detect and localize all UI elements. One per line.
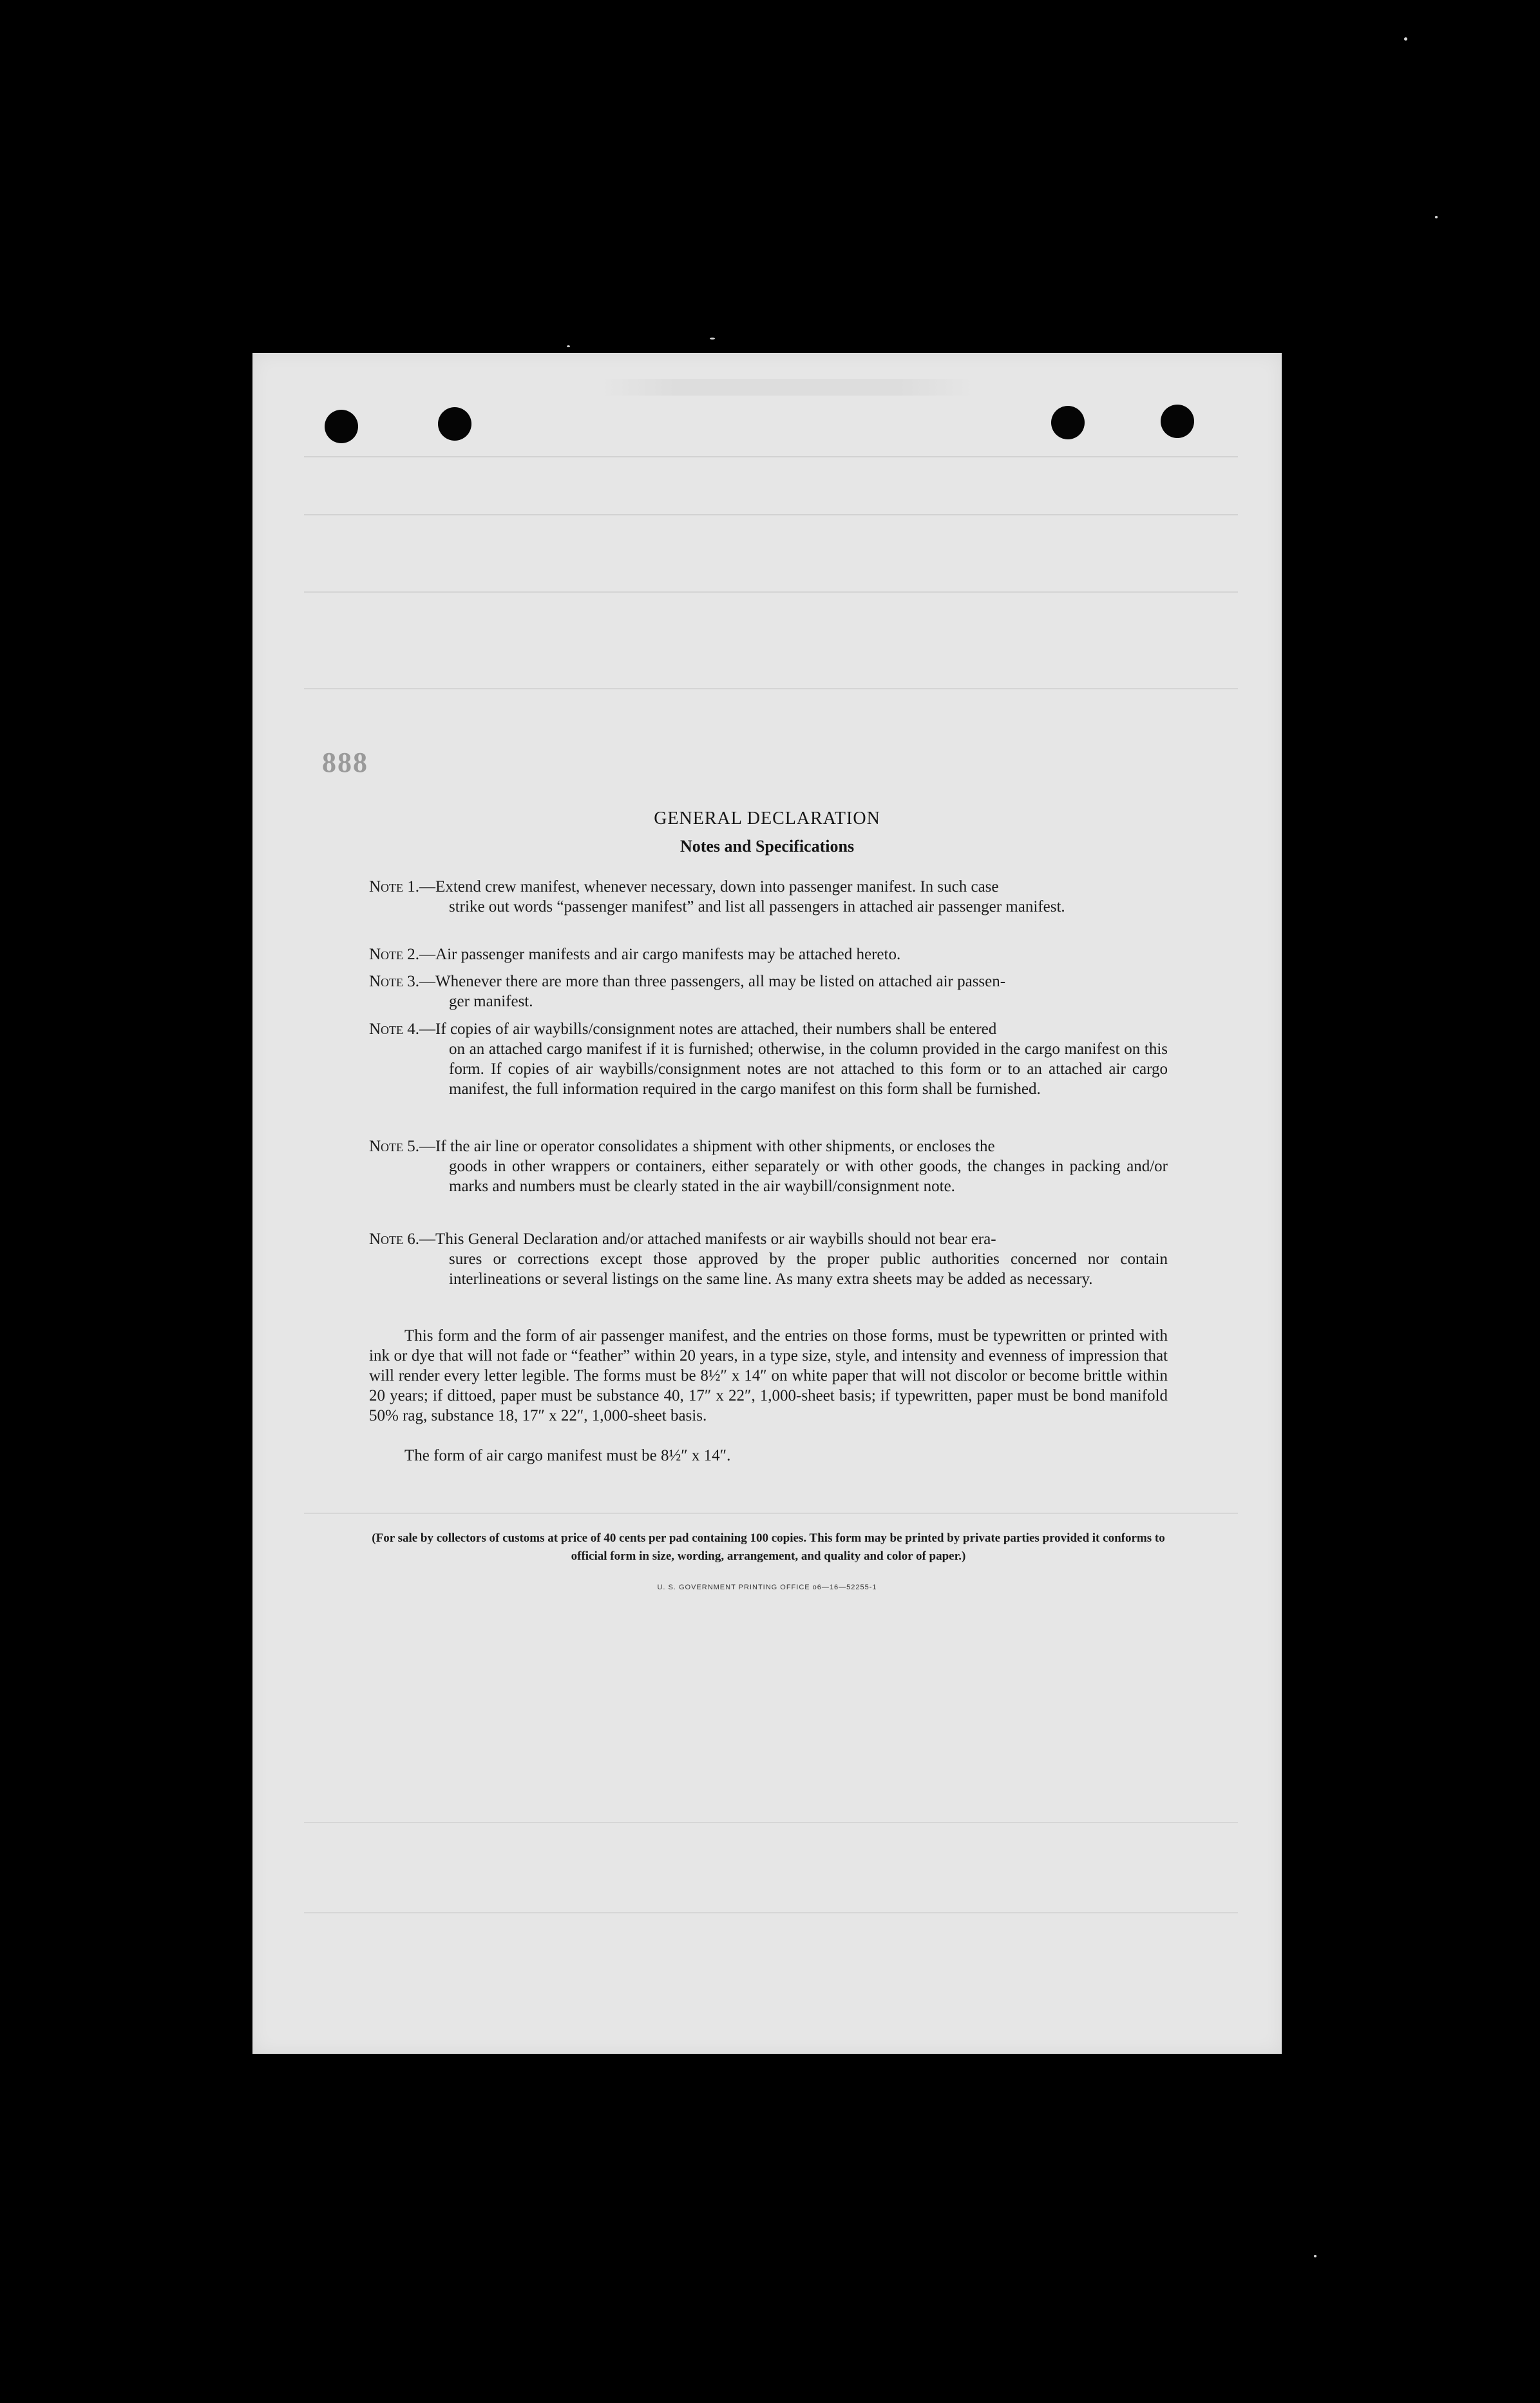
document-page <box>252 353 1282 2054</box>
specification-paragraph: This form and the form of air passenger manifest, and the entries on those forms, must be typewritten or printed with ink or dye that will not fade or “feather” within 20 years, in a type size, style, and intensity and evenness of impression that will render every letter legible. The forms must be 8½″ x 14″ on white paper that will not discolor or become brittle within 20 years; if dittoed, paper must be substance 40, 17″ x 22″, 1,000-sheet basis; if typewritten, paper must be bond manifold 50% rag, substance 18, 17″ x 22″, 1,000-sheet basis. <box>369 1327 1168 1424</box>
page-subtitle: Notes and Specifications <box>680 837 855 856</box>
dust-speck <box>1314 2255 1317 2257</box>
bleed-through-line <box>304 514 1238 515</box>
bleed-through-line <box>304 1822 1238 1823</box>
note-3 <box>369 972 1168 1011</box>
note-6 <box>369 1229 1168 1289</box>
bleed-through-line <box>304 591 1238 593</box>
note-label: Note 1. <box>369 878 420 895</box>
note-5 <box>369 1136 1168 1196</box>
note-text: —If copies of air waybills/consignment notes are attached, their numbers shall be entered <box>419 1020 997 1038</box>
bleed-through-line <box>304 1513 1238 1514</box>
note-text: —Whenever there are more than three passengers, all may be listed on attached air passen- <box>419 973 1006 990</box>
page-title: GENERAL DECLARATION <box>654 809 880 828</box>
bleed-through-line <box>304 456 1238 457</box>
note-text-continued: strike out words “passenger manifest” and list all passengers in attached air passenger manifest. <box>449 898 1065 915</box>
note-2 <box>369 944 1168 964</box>
dust-speck <box>1404 37 1407 41</box>
punch-hole <box>438 407 471 441</box>
cargo-manifest-size: The form of air cargo manifest must be 8½″ x 14″. <box>404 1447 731 1464</box>
punch-hole <box>1161 405 1194 438</box>
dust-speck <box>567 345 570 347</box>
note-text: —Air passenger manifests and air cargo manifests may be attached hereto. <box>419 946 901 963</box>
note-label: Note 4. <box>369 1020 420 1038</box>
punch-hole <box>325 410 358 443</box>
printer-line: U. S. GOVERNMENT PRINTING OFFICE o6—16—52255-1 <box>657 1584 877 1591</box>
note-label: Note 5. <box>369 1138 420 1155</box>
dust-speck <box>710 338 715 340</box>
note-text: —If the air line or operator consolidates a shipment with other shipments, or encloses the <box>419 1138 995 1155</box>
dust-speck <box>1435 216 1438 218</box>
punch-hole <box>1051 406 1085 439</box>
note-text: —This General Declaration and/or attached manifests or air waybills should not bear era- <box>419 1230 996 1248</box>
note-1 <box>369 877 1168 917</box>
note-text-continued: on an attached cargo manifest if it is furnished; otherwise, in the column provided in the cargo manifest on this form. If copies of air waybills/consignment notes are not attached to this form or to an attached air cargo manifest, the full information required in the cargo manifest on this form shall be furnished. <box>449 1040 1168 1098</box>
note-label: Note 3. <box>369 973 420 990</box>
stamp-number: 888 <box>322 747 368 778</box>
note-text-continued: goods in other wrappers or containers, either separately or with other goods, the changes in packing and/or marks and numbers must be clearly stated in the air waybill/consignment note. <box>449 1158 1168 1195</box>
sale-notice: (For sale by collectors of customs at price of 40 cents per pad containing 100 copies. This form may be printed by private parties provided it conforms to official form in size, wording, arrangement, and quality and color of paper.) <box>372 1531 1165 1563</box>
note-text: —Extend crew manifest, whenever necessary, down into passenger manifest. In such case <box>419 878 999 895</box>
note-label: Note 2. <box>369 946 420 963</box>
bleed-through-line <box>304 1912 1238 1913</box>
note-text-continued: sures or corrections except those approved by the proper public authorities concerned nor contain interlineations or several listings on the same line. As many extra sheets may be added as necessary. <box>449 1250 1168 1288</box>
note-text-continued: ger manifest. <box>449 993 533 1010</box>
note-4 <box>369 1019 1168 1099</box>
bleed-through-header <box>600 379 974 396</box>
bleed-through-line <box>304 688 1238 689</box>
note-label: Note 6. <box>369 1230 420 1248</box>
